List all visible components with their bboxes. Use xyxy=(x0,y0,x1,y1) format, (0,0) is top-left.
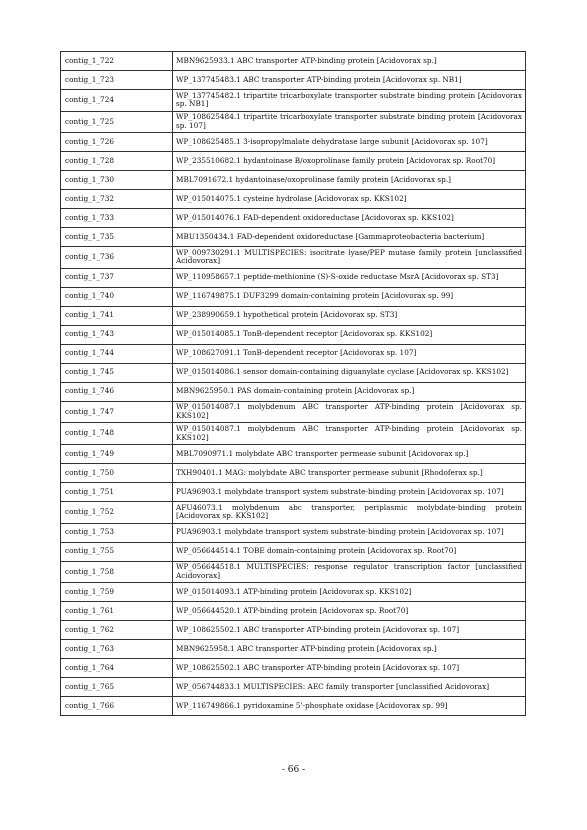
table-row xyxy=(61,344,526,363)
protein-annotation-cell: MBN9625950.1 PAS domain-containing protein [Acidovorax sp.] xyxy=(173,382,526,401)
protein-annotation-cell: MBL7090971.1 molybdate ABC transporter permease subunit [Acidovorax sp.] xyxy=(173,444,526,463)
contig-id-cell: contig_1_765 xyxy=(61,678,173,697)
protein-annotation-cell: WP_056644514.1 TOBE domain-containing protein [Acidovorax sp. Root70] xyxy=(173,542,526,561)
contig-id-cell: contig_1_766 xyxy=(61,697,173,716)
contig-id-cell: contig_1_724 xyxy=(61,90,173,112)
protein-annotation-cell: WP_108627091.1 TonB-dependent receptor [Acidovorax sp. 107] xyxy=(173,344,526,363)
contig-id-cell: contig_1_735 xyxy=(61,228,173,247)
table-row xyxy=(61,640,526,659)
contig-id-cell: contig_1_740 xyxy=(61,287,173,306)
contig-id-cell: contig_1_722 xyxy=(61,52,173,71)
protein-annotation-cell: PUA96903.1 molybdate transport system substrate-binding protein [Acidovorax sp. 107] xyxy=(173,482,526,501)
contig-id-cell: contig_1_732 xyxy=(61,190,173,209)
protein-annotation-cell: WP_137745482.1 tripartite tricarboxylate transporter substrate binding protein [Acidovorax sp. NB1] xyxy=(173,90,526,112)
contig-id-cell: contig_1_744 xyxy=(61,344,173,363)
table-row xyxy=(61,463,526,482)
contig-id-cell: contig_1_763 xyxy=(61,640,173,659)
table-row xyxy=(61,401,526,423)
contig-id-cell: contig_1_761 xyxy=(61,602,173,621)
protein-annotation-cell: WP_108625502.1 ABC transporter ATP-binding protein [Acidovorax sp. 107] xyxy=(173,621,526,640)
protein-annotation-cell: WP_056644518.1 MULTISPECIES: response regulator transcription factor [unclassified Acidovorax] xyxy=(173,561,526,583)
contig-id-cell: contig_1_723 xyxy=(61,71,173,90)
table-row xyxy=(61,325,526,344)
table-row xyxy=(61,268,526,287)
contig-id-cell: contig_1_762 xyxy=(61,621,173,640)
protein-annotation-cell: WP_056744833.1 MULTISPECIES: AEC family transporter [unclassified Acidovorax] xyxy=(173,678,526,697)
table-row xyxy=(61,228,526,247)
protein-annotation-cell: MBL7091672.1 hydantoinase/oxoprolinase family protein [Acidovorax sp.] xyxy=(173,171,526,190)
annotation-table xyxy=(60,51,526,716)
protein-annotation-cell: PUA96903.1 molybdate transport system substrate-binding protein [Acidovorax sp. 107] xyxy=(173,523,526,542)
protein-annotation-cell: WP_015014076.1 FAD-dependent oxidoreductase [Acidovorax sp. KKS102] xyxy=(173,209,526,228)
table-row xyxy=(61,697,526,716)
contig-id-cell: contig_1_755 xyxy=(61,542,173,561)
table-row xyxy=(61,542,526,561)
protein-annotation-cell: MBU1350434.1 FAD-dependent oxidoreductase [Gammaproteobacteria bacterium] xyxy=(173,228,526,247)
protein-annotation-cell: WP_015014075.1 cysteine hydrolase [Acidovorax sp. KKS102] xyxy=(173,190,526,209)
table-row xyxy=(61,306,526,325)
table-row xyxy=(61,621,526,640)
table-row xyxy=(61,382,526,401)
protein-annotation-cell: WP_137745483.1 ABC transporter ATP-binding protein [Acidovorax sp. NB1] xyxy=(173,71,526,90)
contig-id-cell: contig_1_751 xyxy=(61,482,173,501)
protein-annotation-cell: WP_116749866.1 pyridoxamine 5'-phosphate oxidase [Acidovorax sp. 99] xyxy=(173,697,526,716)
table-row xyxy=(61,111,526,133)
table-row xyxy=(61,90,526,112)
protein-annotation-cell: WP_015014093.1 ATP-binding protein [Acidovorax sp. KKS102] xyxy=(173,583,526,602)
protein-annotation-cell: TXH90401.1 MAG: molybdate ABC transporter permease subunit [Rhodoferax sp.] xyxy=(173,463,526,482)
contig-id-cell: contig_1_726 xyxy=(61,133,173,152)
protein-annotation-cell: WP_116749875.1 DUF3299 domain-containing protein [Acidovorax sp. 99] xyxy=(173,287,526,306)
contig-id-cell: contig_1_748 xyxy=(61,423,173,445)
contig-id-cell: contig_1_758 xyxy=(61,561,173,583)
table-row xyxy=(61,209,526,228)
protein-annotation-cell: MBN9625933.1 ABC transporter ATP-binding protein [Acidovorax sp.] xyxy=(173,52,526,71)
contig-id-cell: contig_1_741 xyxy=(61,306,173,325)
protein-annotation-cell: WP_108625502.1 ABC transporter ATP-binding protein [Acidovorax sp. 107] xyxy=(173,659,526,678)
protein-annotation-cell: AFU46073.1 molybdenum abc transporter, periplasmic molybdate-binding protein [Acidovorax sp. KKS102] xyxy=(173,501,526,523)
contig-id-cell: contig_1_764 xyxy=(61,659,173,678)
table-row xyxy=(61,363,526,382)
table-row xyxy=(61,482,526,501)
table-row xyxy=(61,583,526,602)
table-row xyxy=(61,133,526,152)
table-row xyxy=(61,190,526,209)
contig-id-cell: contig_1_759 xyxy=(61,583,173,602)
protein-annotation-cell: WP_015014085.1 TonB-dependent receptor [Acidovorax sp. KKS102] xyxy=(173,325,526,344)
protein-annotation-cell: WP_015014086.1 sensor domain-containing diguanylate cyclase [Acidovorax sp. KKS102] xyxy=(173,363,526,382)
protein-annotation-cell: WP_238990659.1 hypothetical protein [Acidovorax sp. ST3] xyxy=(173,306,526,325)
protein-annotation-cell: WP_235510682.1 hydantoinase B/oxoprolinase family protein [Acidovorax sp. Root70] xyxy=(173,152,526,171)
contig-id-cell: contig_1_733 xyxy=(61,209,173,228)
table-row xyxy=(61,659,526,678)
table-row xyxy=(61,171,526,190)
protein-annotation-cell: WP_015014087.1 molybdenum ABC transporter ATP-binding protein [Acidovorax sp. KKS102] xyxy=(173,401,526,423)
contig-id-cell: contig_1_730 xyxy=(61,171,173,190)
annotation-table-body xyxy=(61,52,526,716)
contig-id-cell: contig_1_743 xyxy=(61,325,173,344)
table-row xyxy=(61,152,526,171)
protein-annotation-cell: WP_015014087.1 molybdenum ABC transporter ATP-binding protein [Acidovorax sp. KKS102] xyxy=(173,423,526,445)
protein-annotation-cell: WP_108625484.1 tripartite tricarboxylate transporter substrate binding protein [Acidovorax sp. 107] xyxy=(173,111,526,133)
table-row xyxy=(61,287,526,306)
contig-id-cell: contig_1_725 xyxy=(61,111,173,133)
protein-annotation-cell: WP_108625485.1 3-isopropylmalate dehydratase large subunit [Acidovorax sp. 107] xyxy=(173,133,526,152)
contig-id-cell: contig_1_747 xyxy=(61,401,173,423)
protein-annotation-cell: WP_009730291.1 MULTISPECIES: isocitrate lyase/PEP mutase family protein [unclassified Acidovorax] xyxy=(173,247,526,269)
table-row xyxy=(61,523,526,542)
contig-id-cell: contig_1_728 xyxy=(61,152,173,171)
table-row xyxy=(61,52,526,71)
protein-annotation-cell: MBN9625958.1 ABC transporter ATP-binding protein [Acidovorax sp.] xyxy=(173,640,526,659)
contig-id-cell: contig_1_753 xyxy=(61,523,173,542)
contig-id-cell: contig_1_737 xyxy=(61,268,173,287)
table-row xyxy=(61,501,526,523)
protein-annotation-cell: WP_056644520.1 ATP-binding protein [Acidovorax sp. Root70] xyxy=(173,602,526,621)
contig-id-cell: contig_1_745 xyxy=(61,363,173,382)
contig-id-cell: contig_1_736 xyxy=(61,247,173,269)
table-row xyxy=(61,71,526,90)
table-row xyxy=(61,444,526,463)
contig-id-cell: contig_1_750 xyxy=(61,463,173,482)
table-row xyxy=(61,423,526,445)
contig-id-cell: contig_1_749 xyxy=(61,444,173,463)
table-row xyxy=(61,678,526,697)
protein-annotation-cell: WP_110958657.1 peptide-methionine (S)-S-oxide reductase MsrA [Acidovorax sp. ST3] xyxy=(173,268,526,287)
table-row xyxy=(61,247,526,269)
page-number: - 66 - xyxy=(281,765,306,775)
contig-id-cell: contig_1_746 xyxy=(61,382,173,401)
table-row xyxy=(61,561,526,583)
table-row xyxy=(61,602,526,621)
contig-id-cell: contig_1_752 xyxy=(61,501,173,523)
